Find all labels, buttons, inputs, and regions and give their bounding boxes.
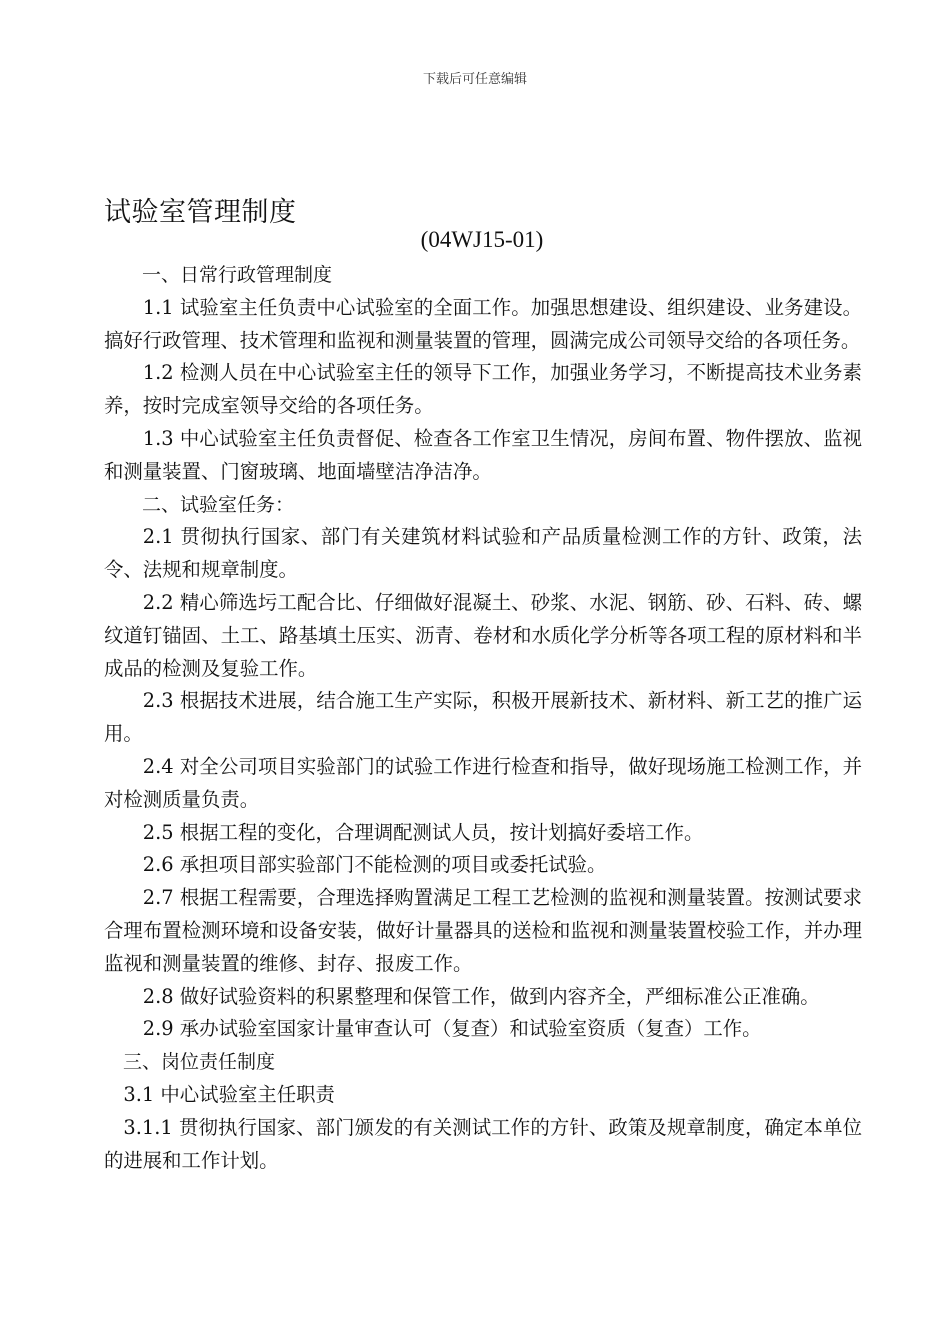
- subsection-heading-3-1: 3.1 中心试验室主任职责: [123, 1082, 335, 1106]
- header-note: 下载后可任意编辑: [422, 72, 527, 87]
- paragraph-1-3: 1.3 中心试验室主任负责督促、检查各工作室卫生情况，房间布置、物件摆放、监视和测量装置、门窗玻璃、地面墙壁洁净洁净。: [104, 426, 862, 483]
- document-title: 试验室管理制度: [104, 197, 297, 228]
- paragraph-2-9: 2.9 承办试验室国家计量审查认可（复查）和试验室资质（复查）工作。: [142, 1017, 762, 1041]
- section-heading-3: 三、岗位责任制度: [123, 1051, 276, 1074]
- paragraph-2-8: 2.8 做好试验资料的积累整理和保管工作，做到内容齐全，严细标准公正准确。: [142, 984, 820, 1008]
- paragraph-1-2: 1.2 检测人员在中心试验室主任的领导下工作，加强业务学习，不断提高技术业务素养，按时完成室领导交给的各项任务。: [104, 361, 862, 418]
- section-heading-2: 二、试验室任务：: [142, 493, 295, 516]
- paragraph-2-4: 2.4 对全公司项目实验部门的试验工作进行检查和指导，做好现场施工检测工作，并对检测质量负责。: [104, 754, 862, 811]
- paragraph-1-1: 1.1 试验室主任负责中心试验室的全面工作。加强思想建设、组织建设、业务建设。搞好行政管理、技术管理和监视和测量装置的管理，圆满完成公司领导交给的各项任务。: [104, 295, 862, 352]
- document-body: [104, 259, 862, 1177]
- paragraph-2-1: 2.1 贯彻执行国家、部门有关建筑材料试验和产品质量检测工作的方针、政策，法令、法规和规章制度。: [104, 525, 862, 582]
- document-code: (04WJ15-01): [420, 227, 544, 252]
- paragraph-2-7: 2.7 根据工程需要，合理选择购置满足工程工艺检测的监视和测量装置。按测试要求合理布置检测环境和设备安装，做好计量器具的送检和监视和测量装置校验工作，并办理监视和测量装置的维修、封存、报废工作。: [104, 886, 862, 975]
- paragraph-2-6: 2.6 承担项目部实验部门不能检测的项目或委托试验。: [142, 853, 607, 877]
- paragraph-2-5: 2.5 根据工程的变化，合理调配测试人员，按计划搞好委培工作。: [142, 820, 704, 844]
- section-heading-1: 一、日常行政管理制度: [142, 264, 333, 286]
- paragraph-2-2: 2.2 精心筛选圬工配合比、仔细做好混凝土、砂浆、水泥、钢筋、砂、石料、砖、螺纹道钉锚固、土工、路基填土压实、沥青、卷材和水质化学分析等各项工程的原材料和半成品的检测及复验工作。: [104, 590, 862, 680]
- paragraph-3-1-1: 3.1.1 贯彻执行国家、部门颁发的有关测试工作的方针、政策及规章制度，确定本单位的进展和工作计划。: [104, 1115, 862, 1172]
- paragraph-2-3: 2.3 根据技术进展，结合施工生产实际，积极开展新技术、新材料、新工艺的推广运用。: [104, 689, 862, 746]
